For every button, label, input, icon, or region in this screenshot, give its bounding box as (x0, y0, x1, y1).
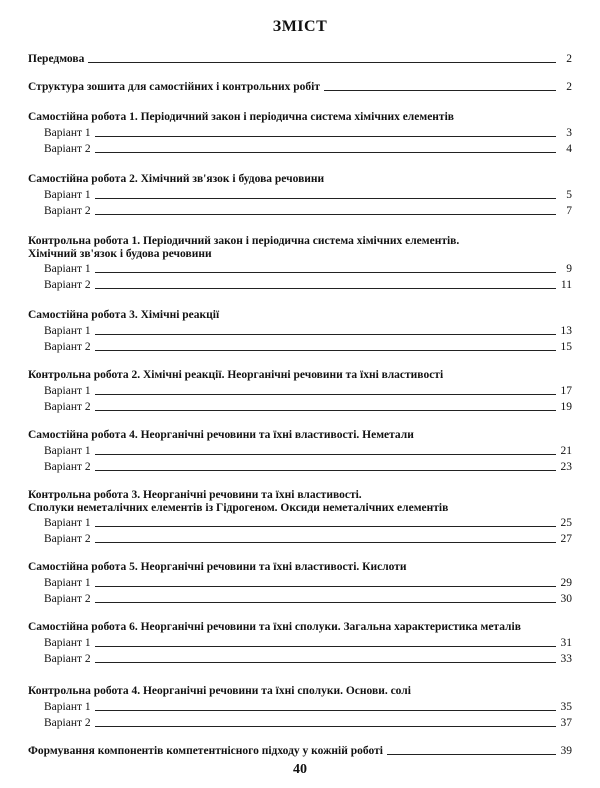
toc-entry-k2-v1[interactable] (28, 384, 572, 398)
toc-page-number: 15 (560, 341, 572, 353)
dot-leader (95, 709, 556, 711)
toc-entry-label: Варіант 1 (44, 701, 91, 713)
toc-entry-s3-v1[interactable] (28, 324, 572, 338)
toc-entry-label: Формування компонентів компетентнісного підходу у кожній роботі (28, 745, 383, 757)
toc-page-number: 21 (560, 445, 572, 457)
toc-entry-s6-v2[interactable] (28, 652, 572, 666)
dot-leader (95, 213, 556, 215)
section-heading-s1: Самостійна робота 1. Періодичний закон і періодична система хімічних елементів (28, 111, 454, 123)
toc-entry-k1-v1[interactable] (28, 262, 572, 276)
toc-entry-label: Варіант 1 (44, 325, 91, 337)
toc-entry-label: Варіант 2 (44, 341, 91, 353)
section-heading-s2: Самостійна робота 2. Хімічний зв'язок і будова речовини (28, 173, 325, 185)
section-heading-s4: Самостійна робота 4. Неорганічні речовини та їхні властивості. Неметали (28, 429, 414, 441)
toc-page-number: 13 (560, 325, 572, 337)
toc-page-number: 17 (560, 385, 572, 397)
toc-entry-competence[interactable] (28, 744, 572, 758)
section-heading-k1-line2: Хімічний зв'язок і будова речовини (28, 248, 212, 260)
toc-entry-label: Варіант 2 (44, 143, 91, 155)
toc-page-number: 7 (566, 205, 572, 217)
toc-entry-k2-v2[interactable] (28, 400, 572, 414)
section-heading-k4: Контрольна робота 4. Неорганічні речовини та їхні сполуки. Основи. солі (28, 685, 411, 697)
toc-page-number: 3 (566, 127, 572, 139)
toc-page-number: 2 (566, 53, 572, 65)
toc-page-number: 39 (560, 745, 572, 757)
toc-entry-s4-v1[interactable] (28, 444, 572, 458)
toc-page-number: 29 (560, 577, 572, 589)
toc-entry-label: Варіант 1 (44, 577, 91, 589)
toc-entry-label: Варіант 2 (44, 279, 91, 291)
dot-leader (95, 349, 556, 351)
toc-page-number: 27 (560, 533, 572, 545)
toc-entry-label: Варіант 2 (44, 205, 91, 217)
dot-leader (324, 89, 556, 91)
toc-entry-k4-v1[interactable] (28, 700, 572, 714)
toc-entry-label: Варіант 1 (44, 445, 91, 457)
dot-leader (95, 453, 556, 455)
toc-page-number: 33 (560, 653, 572, 665)
dot-leader (95, 409, 556, 411)
toc-page-number: 37 (560, 717, 572, 729)
toc-entry-label: Варіант 1 (44, 127, 91, 139)
toc-entry-structure[interactable] (28, 80, 572, 94)
dot-leader (95, 135, 556, 137)
toc-entry-label: Варіант 1 (44, 189, 91, 201)
dot-leader (95, 661, 556, 663)
dot-leader (95, 725, 556, 727)
dot-leader (95, 287, 556, 289)
dot-leader (95, 393, 556, 395)
toc-entry-label: Варіант 1 (44, 637, 91, 649)
toc-entry-k3-v2[interactable] (28, 532, 572, 546)
section-heading-k3-line2: Сполуки неметалічних елементів із Гідрогеном. Оксиди неметалічних елементів (28, 502, 449, 514)
toc-entry-s5-v1[interactable] (28, 576, 572, 590)
dot-leader (95, 197, 556, 199)
toc-entry-label: Варіант 1 (44, 263, 91, 275)
toc-entry-k3-v1[interactable] (28, 516, 572, 530)
dot-leader (95, 645, 556, 647)
toc-page-number: 30 (560, 593, 572, 605)
page-number: 40 (293, 762, 307, 777)
dot-leader (95, 541, 556, 543)
toc-page-number: 35 (560, 701, 572, 713)
section-heading-k2: Контрольна робота 2. Хімічні реакції. Неорганічні речовини та їхні властивості (28, 369, 444, 381)
section-heading-s6: Самостійна робота 6. Неорганічні речовини та їхні сполуки. Загальна характеристика металів (28, 621, 521, 633)
dot-leader (387, 753, 556, 755)
dot-leader (95, 151, 556, 153)
dot-leader (95, 525, 556, 527)
toc-entry-s5-v2[interactable] (28, 592, 572, 606)
toc-entry-s1-v2[interactable] (28, 142, 572, 156)
toc-page-number: 4 (566, 143, 572, 155)
dot-leader (95, 271, 556, 273)
dot-leader (95, 469, 556, 471)
toc-page-number: 2 (566, 81, 572, 93)
toc-entry-s2-v2[interactable] (28, 204, 572, 218)
section-heading-k3-line1: Контрольна робота 3. Неорганічні речовини та їхні властивості. (28, 489, 362, 501)
toc-entry-label: Варіант 2 (44, 461, 91, 473)
toc-entry-s3-v2[interactable] (28, 340, 572, 354)
toc-entry-preface[interactable] (28, 52, 572, 66)
toc-page-number: 11 (560, 279, 572, 291)
toc-entry-label: Передмова (28, 53, 85, 65)
toc-page-number: 31 (560, 637, 572, 649)
toc-entry-s4-v2[interactable] (28, 460, 572, 474)
toc-entry-label: Варіант 2 (44, 533, 91, 545)
toc-page-number: 5 (566, 189, 572, 201)
page-title: ЗМІСТ (272, 18, 328, 35)
dot-leader (95, 585, 556, 587)
toc-entry-s1-v1[interactable] (28, 126, 572, 140)
toc-entry-s6-v1[interactable] (28, 636, 572, 650)
toc-page-number: 9 (566, 263, 572, 275)
toc-entry-label: Структура зошита для самостійних і контрольних робіт (28, 81, 320, 93)
section-heading-k1-line1: Контрольна робота 1. Періодичний закон і періодична система хімічних елементів. (28, 235, 460, 247)
section-heading-s3: Самостійна робота 3. Хімічні реакції (28, 309, 220, 321)
toc-entry-s2-v1[interactable] (28, 188, 572, 202)
section-heading-s5: Самостійна робота 5. Неорганічні речовини та їхні властивості. Кислоти (28, 561, 407, 573)
toc-page-number: 25 (560, 517, 572, 529)
toc-entry-label: Варіант 2 (44, 653, 91, 665)
toc-entry-label: Варіант 1 (44, 517, 91, 529)
toc-entry-label: Варіант 2 (44, 401, 91, 413)
dot-leader (95, 601, 556, 603)
toc-entry-k1-v2[interactable] (28, 278, 572, 292)
toc-page-number: 19 (560, 401, 572, 413)
toc-entry-label: Варіант 2 (44, 717, 91, 729)
toc-entry-label: Варіант 2 (44, 593, 91, 605)
dot-leader (95, 333, 556, 335)
toc-entry-label: Варіант 1 (44, 385, 91, 397)
toc-entry-k4-v2[interactable] (28, 716, 572, 730)
dot-leader (88, 61, 556, 63)
toc-page-number: 23 (560, 461, 572, 473)
